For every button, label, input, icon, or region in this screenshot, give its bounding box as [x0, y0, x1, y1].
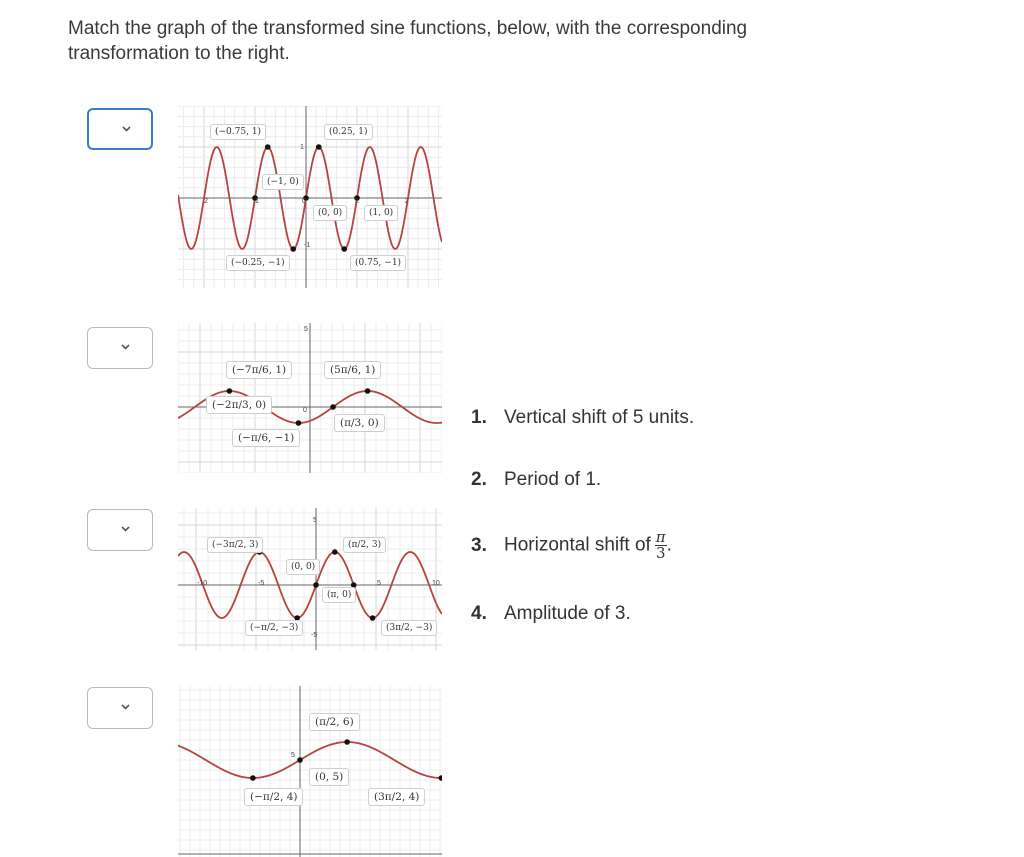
point-label: (−0.25, −1): [226, 255, 290, 271]
item-number: 4.: [471, 603, 487, 624]
item-number: 1.: [471, 407, 487, 428]
chevron-down-icon: [120, 341, 131, 352]
graph-1-answer-dropdown[interactable]: [87, 108, 153, 150]
point-marker: [250, 775, 256, 781]
chevron-down-icon: [121, 123, 132, 134]
point-label: (3π/2, 4): [368, 788, 425, 806]
fraction: [655, 530, 667, 561]
point-label: (−7π/6, 1): [226, 361, 292, 379]
graph-1: [178, 106, 442, 288]
point-label: (π/2, 3): [343, 537, 386, 553]
tick-label: 2: [405, 198, 409, 205]
point-marker: [265, 144, 271, 150]
graph-2-answer-dropdown[interactable]: [87, 327, 153, 369]
item-text: Amplitude of 3.: [504, 603, 631, 624]
point-marker: [227, 388, 233, 394]
graph-4-answer-dropdown[interactable]: [87, 687, 153, 729]
point-label: (0, 5): [309, 768, 349, 786]
fraction-denominator: 3: [655, 544, 666, 562]
point-label: (−2π/3, 0): [206, 396, 272, 414]
tick-label: 5: [304, 326, 308, 333]
point-marker: [316, 144, 322, 150]
graph-4: [178, 686, 442, 857]
tick-label: 1: [355, 198, 359, 205]
point-label: (−π/2, 4): [244, 788, 303, 806]
item-number: 2.: [471, 469, 487, 490]
point-label: (3π/2, −3): [381, 620, 437, 636]
tick-label: 2: [204, 198, 208, 205]
fraction-numerator: π: [655, 528, 666, 546]
point-label: (−π/6, −1): [232, 429, 300, 447]
tick-label: -5: [311, 632, 318, 639]
point-label: (−1, 0): [262, 174, 304, 190]
transformation-item-3: [471, 530, 672, 561]
point-label: (π/2, 6): [309, 713, 360, 731]
point-label: (0.75, −1): [350, 255, 406, 271]
point-label: (−0.75, 1): [210, 124, 266, 140]
chevron-down-icon: [120, 701, 131, 712]
transformation-item-4: [471, 603, 631, 625]
item-text: Vertical shift of 5 units.: [504, 407, 695, 428]
point-label: (0.25, 1): [324, 124, 373, 140]
tick-label: -10: [197, 580, 208, 587]
point-marker: [344, 739, 350, 745]
point-label: (−3π/2, 3): [207, 537, 263, 553]
point-label: (5π/6, 1): [324, 361, 381, 379]
transformation-item-2: [471, 469, 601, 491]
tick-label: 0: [302, 198, 306, 205]
point-marker: [341, 246, 347, 252]
graph-3: [178, 508, 442, 650]
point-marker: [313, 582, 319, 588]
point-marker: [370, 615, 376, 621]
point-label: (π/3, 0): [334, 414, 385, 432]
item-suffix: .: [666, 534, 672, 556]
point-label: (π, 0): [322, 587, 356, 603]
point-label: (−π/2, −3): [245, 620, 303, 636]
tick-label: 0: [303, 407, 307, 414]
tick-label: 5: [313, 517, 317, 524]
graph-2: [178, 323, 442, 473]
point-label: (0, 0): [313, 205, 347, 221]
point-marker: [332, 549, 338, 555]
tick-label: -5: [258, 580, 265, 587]
point-label: (1, 0): [364, 205, 398, 221]
item-text: Horizontal shift of: [504, 534, 651, 556]
item-number: 3.: [471, 534, 487, 556]
question-text: Match the graph of the transformed sine functions, below, with the corresponding transformation to the right.: [68, 18, 748, 64]
tick-label: 1: [300, 144, 304, 151]
chevron-down-icon: [120, 523, 131, 534]
point-marker: [296, 420, 302, 426]
item-text: Period of 1.: [504, 469, 602, 490]
point-marker: [297, 757, 303, 763]
tick-label: 5: [377, 580, 381, 587]
graph-3-answer-dropdown[interactable]: [87, 509, 153, 551]
point-marker: [330, 404, 336, 410]
tick-label: 5: [291, 752, 295, 759]
tick-label: 10: [432, 580, 440, 587]
point-label: (0, 0): [286, 559, 320, 575]
point-marker: [365, 388, 371, 394]
transformation-item-1: [471, 407, 694, 429]
tick-label: -1: [304, 242, 311, 249]
tick-label: 1: [255, 198, 259, 205]
point-marker: [290, 246, 296, 252]
